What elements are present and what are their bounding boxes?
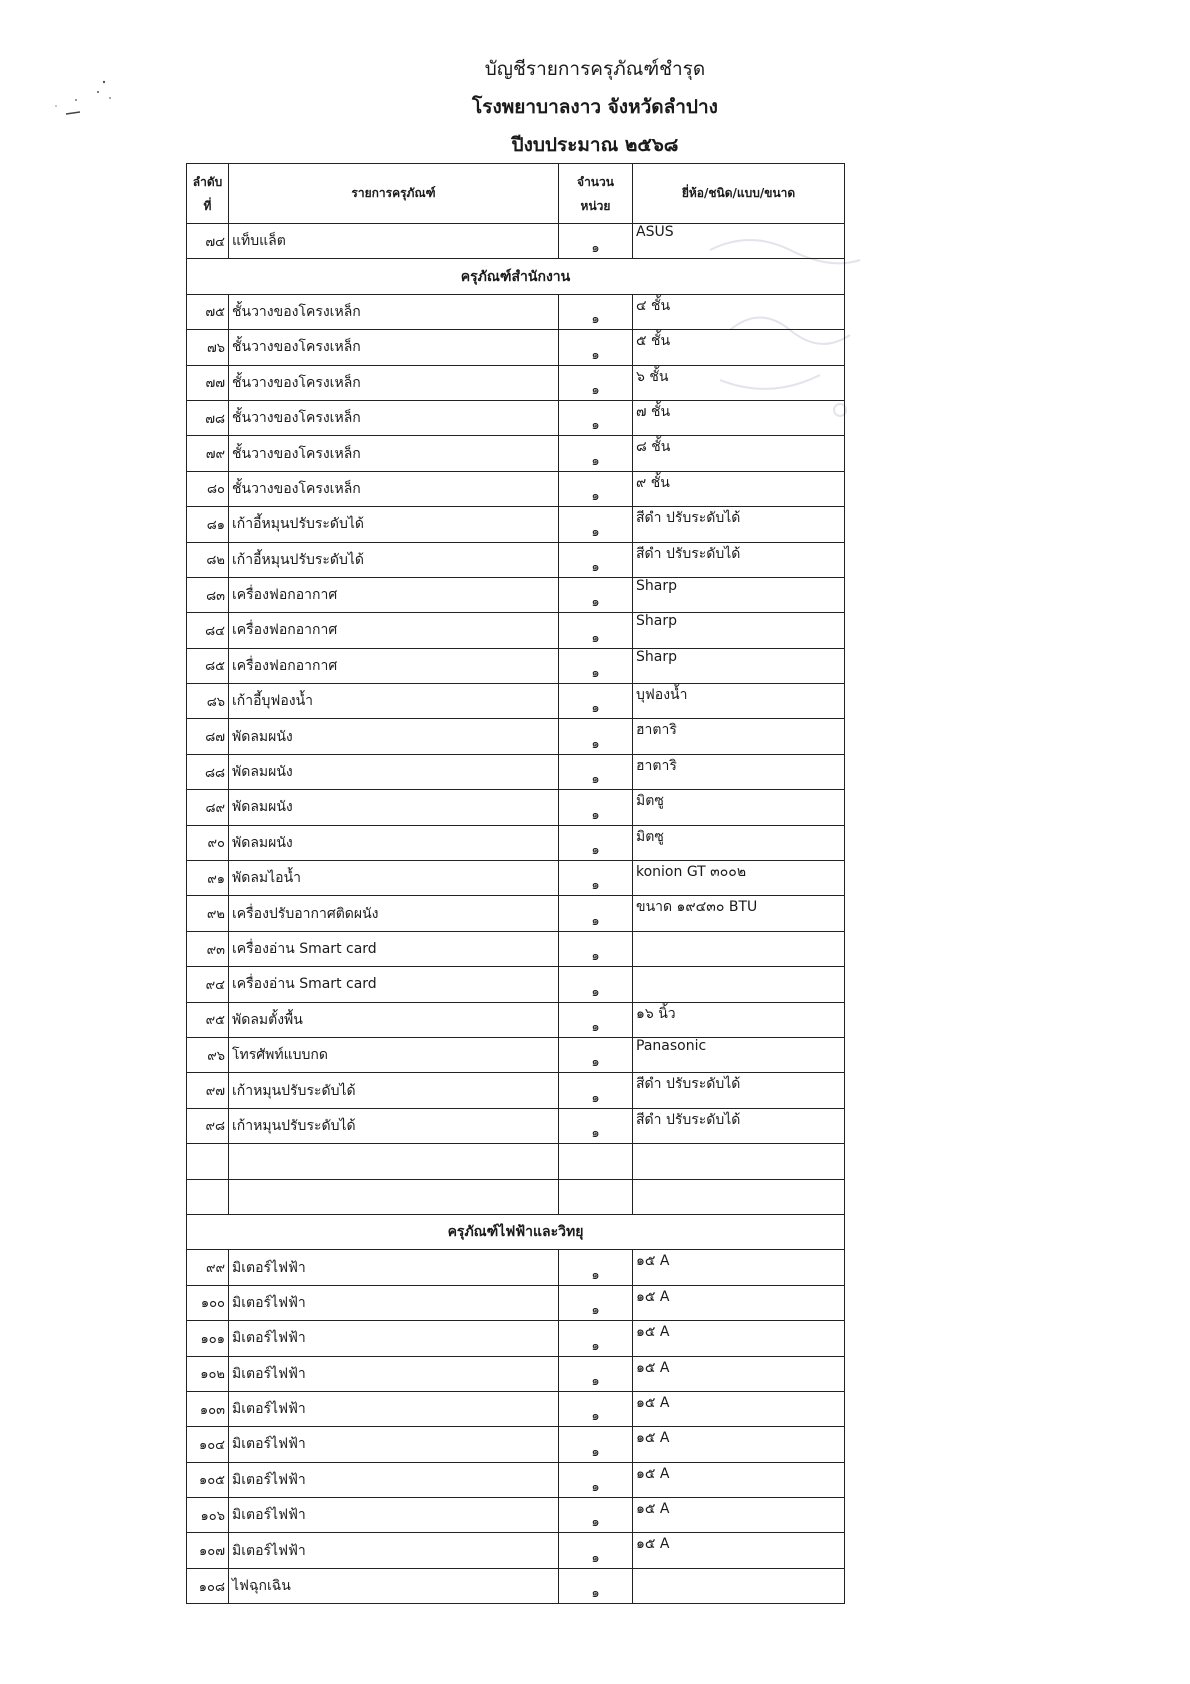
row-quantity: ๑ — [559, 471, 633, 506]
row-number: ๙๗ — [187, 1073, 229, 1108]
row-brand — [633, 931, 845, 966]
row-brand: ๑๕ A — [633, 1321, 845, 1356]
row-item-name: เครื่องฟอกอากาศ — [229, 648, 559, 683]
row-quantity: ๑ — [559, 931, 633, 966]
row-number: ๙๖ — [187, 1037, 229, 1072]
table-row — [187, 330, 845, 365]
row-quantity: ๑ — [559, 577, 633, 612]
row-brand — [633, 1568, 845, 1603]
row-item-name: พัดลมผนัง — [229, 754, 559, 789]
blank-cell — [633, 1179, 845, 1214]
row-number: ๘๕ — [187, 648, 229, 683]
row-quantity: ๑ — [559, 1533, 633, 1568]
row-number: ๑๐๘ — [187, 1568, 229, 1603]
row-quantity: ๑ — [559, 613, 633, 648]
row-quantity: ๑ — [559, 1498, 633, 1533]
section-row — [187, 1214, 845, 1249]
blank-row — [187, 1179, 845, 1214]
row-item-name: เก้าหมุนปรับระดับได้ — [229, 1073, 559, 1108]
row-item-name: มิเตอร์ไฟฟ้า — [229, 1250, 559, 1285]
row-brand: ๑๖ นิ้ว — [633, 1002, 845, 1037]
row-brand: ๑๕ A — [633, 1356, 845, 1391]
row-quantity: ๑ — [559, 1002, 633, 1037]
row-quantity: ๑ — [559, 896, 633, 931]
row-quantity: ๑ — [559, 825, 633, 860]
table-row — [187, 1321, 845, 1356]
row-brand: บุฟองน้ำ — [633, 684, 845, 719]
row-quantity: ๑ — [559, 861, 633, 896]
row-item-name: เก้าอี้หมุนปรับระดับได้ — [229, 542, 559, 577]
row-number: ๘๙ — [187, 790, 229, 825]
row-quantity: ๑ — [559, 1462, 633, 1497]
header-item: รายการครุภัณฑ์ — [229, 164, 559, 224]
row-number: ๘๒ — [187, 542, 229, 577]
table-row — [187, 1427, 845, 1462]
row-quantity: ๑ — [559, 648, 633, 683]
row-number: ๑๐๑ — [187, 1321, 229, 1356]
table-row — [187, 1002, 845, 1037]
row-item-name: ชั้นวางของโครงเหล็ก — [229, 365, 559, 400]
table-header — [187, 164, 845, 224]
row-number: ๙๔ — [187, 967, 229, 1002]
row-quantity: ๑ — [559, 507, 633, 542]
blank-cell — [229, 1144, 559, 1179]
table-row — [187, 719, 845, 754]
row-brand: Panasonic — [633, 1037, 845, 1072]
row-number: ๑๐๐ — [187, 1285, 229, 1320]
table-row — [187, 400, 845, 435]
row-number: ๗๙ — [187, 436, 229, 471]
section-label: ครุภัณฑ์สำนักงาน — [187, 259, 845, 294]
row-number: ๑๐๗ — [187, 1533, 229, 1568]
row-brand: ๕ ชั้น — [633, 330, 845, 365]
row-item-name: มิเตอร์ไฟฟ้า — [229, 1533, 559, 1568]
row-brand: konion GT ๓๐๐๒ — [633, 861, 845, 896]
row-brand: มิตซู — [633, 790, 845, 825]
row-item-name: เก้าหมุนปรับระดับได้ — [229, 1108, 559, 1143]
fiscal-year: ปีงบประมาณ ๒๕๖๘ — [511, 134, 679, 156]
table-row — [187, 507, 845, 542]
row-number: ๙๑ — [187, 861, 229, 896]
document-title: บัญชีรายการครุภัณฑ์ชำรุด — [484, 58, 706, 80]
row-brand: Sharp — [633, 648, 845, 683]
row-brand: ๑๕ A — [633, 1391, 845, 1426]
row-item-name: เก้าอี้บุฟองน้ำ — [229, 684, 559, 719]
table-row — [187, 684, 845, 719]
row-quantity: ๑ — [559, 224, 633, 259]
table-row — [187, 896, 845, 931]
row-quantity: ๑ — [559, 1250, 633, 1285]
row-quantity: ๑ — [559, 330, 633, 365]
section-label: ครุภัณฑ์ไฟฟ้าและวิทยุ — [187, 1214, 845, 1249]
row-quantity: ๑ — [559, 967, 633, 1002]
row-item-name: มิเตอร์ไฟฟ้า — [229, 1391, 559, 1426]
header-brand: ยี่ห้อ/ชนิด/แบบ/ขนาด — [633, 164, 845, 224]
row-number: ๙๓ — [187, 931, 229, 966]
row-quantity: ๑ — [559, 365, 633, 400]
row-number: ๑๐๕ — [187, 1462, 229, 1497]
table-row — [187, 1073, 845, 1108]
row-brand: สีดำ ปรับระดับได้ — [633, 1108, 845, 1143]
row-item-name: โทรศัพท์แบบกด — [229, 1037, 559, 1072]
row-brand: ขนาด ๑๙๔๓๐ BTU — [633, 896, 845, 931]
row-brand: Sharp — [633, 577, 845, 612]
row-quantity: ๑ — [559, 436, 633, 471]
table-row — [187, 648, 845, 683]
blank-cell — [187, 1144, 229, 1179]
row-brand — [633, 967, 845, 1002]
header-seq — [187, 164, 229, 224]
table-row — [187, 1285, 845, 1320]
table-row — [187, 1250, 845, 1285]
row-item-name: พัดลมไอน้ำ — [229, 861, 559, 896]
row-quantity: ๑ — [559, 1285, 633, 1320]
table-row — [187, 1568, 845, 1603]
table-row — [187, 224, 845, 259]
table-row — [187, 931, 845, 966]
row-item-name: เครื่องปรับอากาศติดผนัง — [229, 896, 559, 931]
row-item-name: ไฟฉุกเฉิน — [229, 1568, 559, 1603]
row-brand: ฮาตาริ — [633, 754, 845, 789]
row-item-name: เครื่องฟอกอากาศ — [229, 577, 559, 612]
table-row — [187, 471, 845, 506]
row-item-name: ชั้นวางของโครงเหล็ก — [229, 400, 559, 435]
row-number: ๘๑ — [187, 507, 229, 542]
table-row — [187, 825, 845, 860]
row-item-name: เครื่องอ่าน Smart card — [229, 931, 559, 966]
row-quantity: ๑ — [559, 1321, 633, 1356]
row-quantity: ๑ — [559, 684, 633, 719]
blank-cell — [559, 1179, 633, 1214]
row-brand: สีดำ ปรับระดับได้ — [633, 507, 845, 542]
row-item-name: มิเตอร์ไฟฟ้า — [229, 1427, 559, 1462]
row-brand: ๙ ชั้น — [633, 471, 845, 506]
header-qty-line2: หน่วย — [580, 198, 611, 213]
blank-cell — [633, 1144, 845, 1179]
table-row — [187, 754, 845, 789]
row-quantity: ๑ — [559, 1073, 633, 1108]
table-row — [187, 1462, 845, 1497]
blank-row — [187, 1144, 845, 1179]
blank-cell — [229, 1179, 559, 1214]
row-number: ๑๐๒ — [187, 1356, 229, 1391]
row-brand: ๗ ชั้น — [633, 400, 845, 435]
table-row — [187, 365, 845, 400]
row-quantity: ๑ — [559, 1037, 633, 1072]
row-number: ๘๓ — [187, 577, 229, 612]
row-item-name: ชั้นวางของโครงเหล็ก — [229, 294, 559, 329]
row-item-name: มิเตอร์ไฟฟ้า — [229, 1321, 559, 1356]
row-number: ๑๐๓ — [187, 1391, 229, 1426]
table-row — [187, 436, 845, 471]
row-quantity: ๑ — [559, 754, 633, 789]
section-row — [187, 259, 845, 294]
row-brand: Sharp — [633, 613, 845, 648]
row-number: ๙๒ — [187, 896, 229, 931]
row-brand: ๑๕ A — [633, 1427, 845, 1462]
row-quantity: ๑ — [559, 1108, 633, 1143]
row-number: ๗๘ — [187, 400, 229, 435]
row-brand: ๑๕ A — [633, 1250, 845, 1285]
row-brand: มิตซู — [633, 825, 845, 860]
inventory-table — [186, 163, 845, 1604]
blank-cell — [559, 1144, 633, 1179]
row-item-name: พัดลมผนัง — [229, 719, 559, 754]
row-number: ๙๐ — [187, 825, 229, 860]
row-number: ๗๖ — [187, 330, 229, 365]
document-title-block — [0, 50, 1190, 164]
row-quantity: ๑ — [559, 542, 633, 577]
row-item-name: ชั้นวางของโครงเหล็ก — [229, 330, 559, 365]
row-quantity: ๑ — [559, 1391, 633, 1426]
row-item-name: แท็บแล็ต — [229, 224, 559, 259]
row-item-name: พัดลมผนัง — [229, 790, 559, 825]
row-number: ๘๘ — [187, 754, 229, 789]
row-item-name: เก้าอี้หมุนปรับระดับได้ — [229, 507, 559, 542]
row-item-name: พัดลมตั้งพื้น — [229, 1002, 559, 1037]
row-brand: ฮาตาริ — [633, 719, 845, 754]
row-number: ๙๙ — [187, 1250, 229, 1285]
row-quantity: ๑ — [559, 1568, 633, 1603]
row-quantity: ๑ — [559, 790, 633, 825]
row-brand: ๑๕ A — [633, 1462, 845, 1497]
row-item-name: มิเตอร์ไฟฟ้า — [229, 1498, 559, 1533]
row-quantity: ๑ — [559, 400, 633, 435]
row-brand: ASUS — [633, 224, 845, 259]
table-row — [187, 1498, 845, 1533]
row-number: ๗๕ — [187, 294, 229, 329]
row-number: ๗๗ — [187, 365, 229, 400]
table-row — [187, 967, 845, 1002]
row-number: ๙๕ — [187, 1002, 229, 1037]
table-row — [187, 1391, 845, 1426]
hospital-name: โรงพยาบาลงาว จังหวัดลำปาง — [472, 96, 718, 118]
table-row — [187, 1108, 845, 1143]
row-number: ๑๐๖ — [187, 1498, 229, 1533]
table-row — [187, 1533, 845, 1568]
row-brand: สีดำ ปรับระดับได้ — [633, 542, 845, 577]
header-qty-line1: จำนวน — [577, 174, 614, 189]
row-item-name: ชั้นวางของโครงเหล็ก — [229, 471, 559, 506]
row-brand: ๑๕ A — [633, 1285, 845, 1320]
blank-cell — [187, 1179, 229, 1214]
row-brand: ๖ ชั้น — [633, 365, 845, 400]
row-number: ๗๔ — [187, 224, 229, 259]
row-brand: ๔ ชั้น — [633, 294, 845, 329]
row-quantity: ๑ — [559, 719, 633, 754]
row-quantity: ๑ — [559, 1427, 633, 1462]
row-item-name: มิเตอร์ไฟฟ้า — [229, 1285, 559, 1320]
row-number: ๘๖ — [187, 684, 229, 719]
table-row — [187, 294, 845, 329]
table-row — [187, 1356, 845, 1391]
table-row — [187, 613, 845, 648]
row-item-name: มิเตอร์ไฟฟ้า — [229, 1356, 559, 1391]
row-brand: ๘ ชั้น — [633, 436, 845, 471]
row-quantity: ๑ — [559, 1356, 633, 1391]
table-row — [187, 542, 845, 577]
row-item-name: เครื่องฟอกอากาศ — [229, 613, 559, 648]
header-qty — [559, 164, 633, 224]
row-brand: ๑๕ A — [633, 1533, 845, 1568]
table-row — [187, 861, 845, 896]
row-quantity: ๑ — [559, 294, 633, 329]
row-number: ๙๘ — [187, 1108, 229, 1143]
row-item-name: พัดลมผนัง — [229, 825, 559, 860]
row-brand: สีดำ ปรับระดับได้ — [633, 1073, 845, 1108]
table-row — [187, 577, 845, 612]
header-seq-line2: ที่ — [203, 198, 212, 213]
row-brand: ๑๕ A — [633, 1498, 845, 1533]
table-body — [187, 224, 845, 1604]
row-number: ๑๐๔ — [187, 1427, 229, 1462]
header-seq-line1: ลำดับ — [192, 174, 223, 189]
table-row — [187, 790, 845, 825]
row-item-name: มิเตอร์ไฟฟ้า — [229, 1462, 559, 1497]
table-row — [187, 1037, 845, 1072]
row-number: ๘๗ — [187, 719, 229, 754]
row-number: ๘๐ — [187, 471, 229, 506]
row-item-name: เครื่องอ่าน Smart card — [229, 967, 559, 1002]
row-item-name: ชั้นวางของโครงเหล็ก — [229, 436, 559, 471]
row-number: ๘๔ — [187, 613, 229, 648]
